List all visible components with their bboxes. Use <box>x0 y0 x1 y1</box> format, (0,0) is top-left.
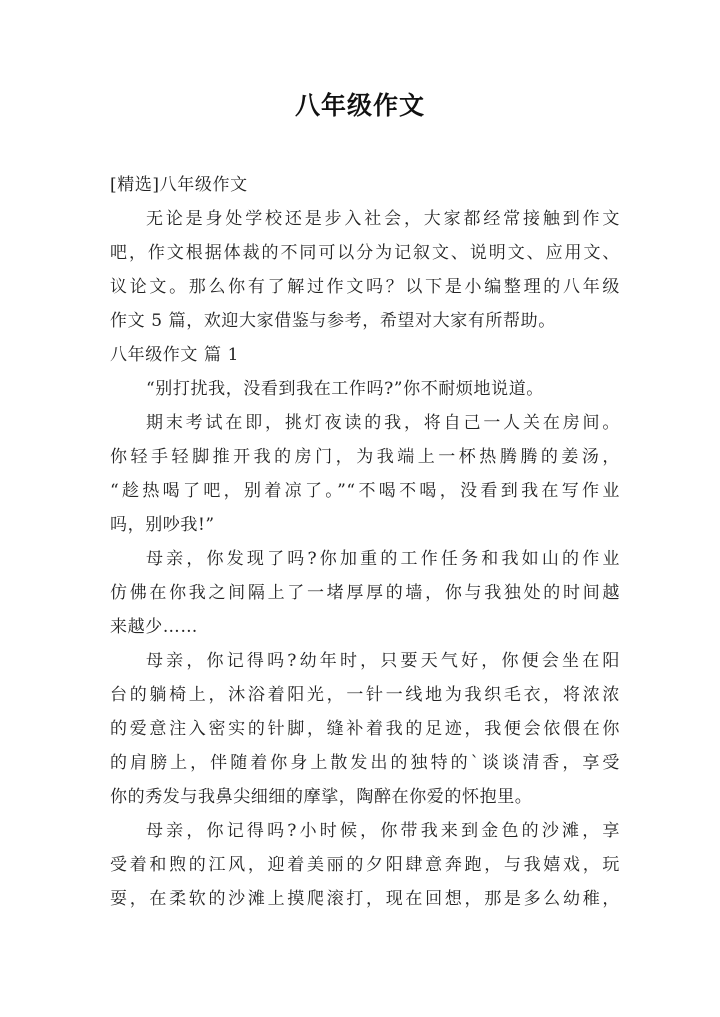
text-line: 来越少…… <box>110 617 198 637</box>
text-line: 无论是身处学校还是步入社会，大家都经常接触到作文 <box>146 209 620 229</box>
text-line: 吗，别吵我!” <box>110 515 215 535</box>
text-line: 作文 5 篇，欢迎大家借鉴与参考，希望对大家有所帮助。 <box>110 311 556 331</box>
text-line: 的肩膀上，伴随着你身上散发出的独特的`谈谈清香，享受 <box>110 753 620 773</box>
text-line: 你的秀发与我鼻尖细细的摩挲，陶醉在你爱的怀抱里。 <box>110 787 533 807</box>
text-line: [精选]八年级作文 <box>110 175 248 195</box>
text-line: 八年级作文 篇 1 <box>110 345 240 365</box>
text-line: 议论文。那么你有了解过作文吗？以下是小编整理的八年级 <box>110 277 620 297</box>
text-line: 吧，作文根据体裁的不同可以分为记叙文、说明文、应用文、 <box>110 243 620 263</box>
text-line: 仿佛在你我之间隔上了一堵厚厚的墙，你与我独处的时间越 <box>110 583 620 603</box>
text-line: 母亲，你记得吗?小时候，你带我来到金色的沙滩，享 <box>146 821 620 841</box>
text-line: 受着和煦的江风，迎着美丽的夕阳肆意奔跑，与我嬉戏，玩 <box>110 855 620 875</box>
text-line: 母亲，你发现了吗?你加重的工作任务和我如山的作业 <box>146 549 620 569</box>
text-line: “别打扰我，没看到我在工作吗?”你不耐烦地说道。 <box>146 379 544 399</box>
text-line: 耍，在柔软的沙滩上摸爬滚打，现在回想，那是多么幼稚， <box>110 889 620 909</box>
text-line: 的爱意注入密实的针脚，缝补着我的足迹，我便会依偎在你 <box>110 719 620 739</box>
text-line: 台的躺椅上，沐浴着阳光，一针一线地为我织毛衣，将浓浓 <box>110 685 620 705</box>
text-line: “趁热喝了吧，别着凉了。”“不喝不喝，没看到我在写作业 <box>110 481 620 501</box>
text-line: 你轻手轻脚推开我的房门，为我端上一杯热腾腾的姜汤， <box>110 447 620 467</box>
text-line: 母亲，你记得吗?幼年时，只要天气好，你便会坐在阳 <box>146 651 620 671</box>
document-body <box>110 168 620 916</box>
document-title: 八年级作文 <box>294 91 425 120</box>
text-line: 期末考试在即，挑灯夜读的我，将自己一人关在房间。 <box>146 413 620 433</box>
